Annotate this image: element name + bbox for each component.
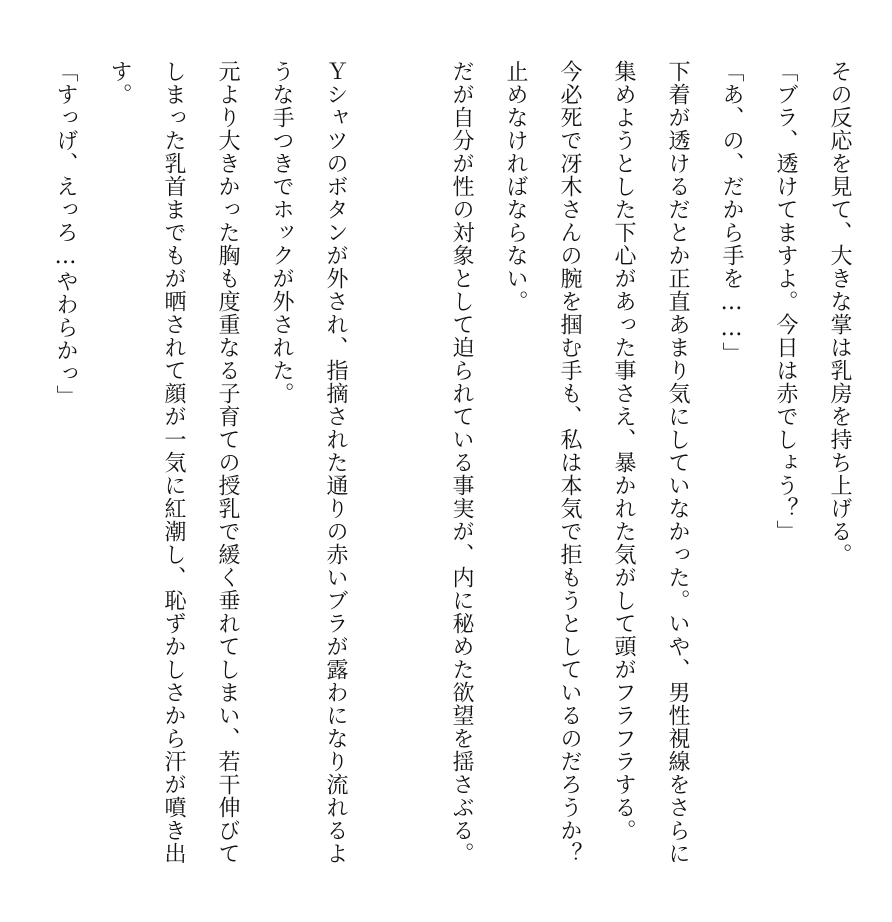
text-line-4: 下着が透けるだとか正直あまり気にしていなかった。いや、男性視線をさらに — [665, 60, 690, 865]
text-line-3: 「あ、の、だから手を……」 — [719, 60, 744, 365]
blank-line — [392, 60, 422, 910]
text-line-8: だが自分が性の対象として迫られている事実が、内に秘めた欲望を揺さぶる。 — [449, 60, 474, 865]
text-line-5: 集めようとした下心があった事さえ、暴かれた気がして頭がフラフラする。 — [611, 60, 636, 842]
text-line-7: 止めなければならない。 — [503, 60, 528, 313]
text-line-10: うな手つきでホックが外された。 — [269, 60, 294, 405]
text-line-1: その反応を見て、大きな掌は乳房を持ち上げる。 — [827, 60, 852, 566]
text-line-13: す。 — [107, 60, 132, 106]
text-line-9: Ｙシャツのボタンが外され、指摘された通りの赤いブラが露わになり流れるよ — [323, 60, 348, 865]
text-line-12: しまった乳首までもが晒されて顔が一気に紅潮し、恥ずかしさから汗が噴き出 — [161, 60, 186, 865]
text-line-11: 元より大きかった胸も度重なる子育ての授乳で緩く垂れてしまい、若干伸びて — [215, 60, 240, 865]
text-line-14: 「すっげ、えっろ…やわらかっ」 — [53, 60, 78, 408]
text-line-2: 「ブラ、透けてますよ。今日は赤でしょう？」 — [773, 60, 798, 543]
text-line-6: 今必死で冴木さんの腕を掴む手も、私は本気で拒もうとしているのだろうか？ — [557, 60, 582, 865]
